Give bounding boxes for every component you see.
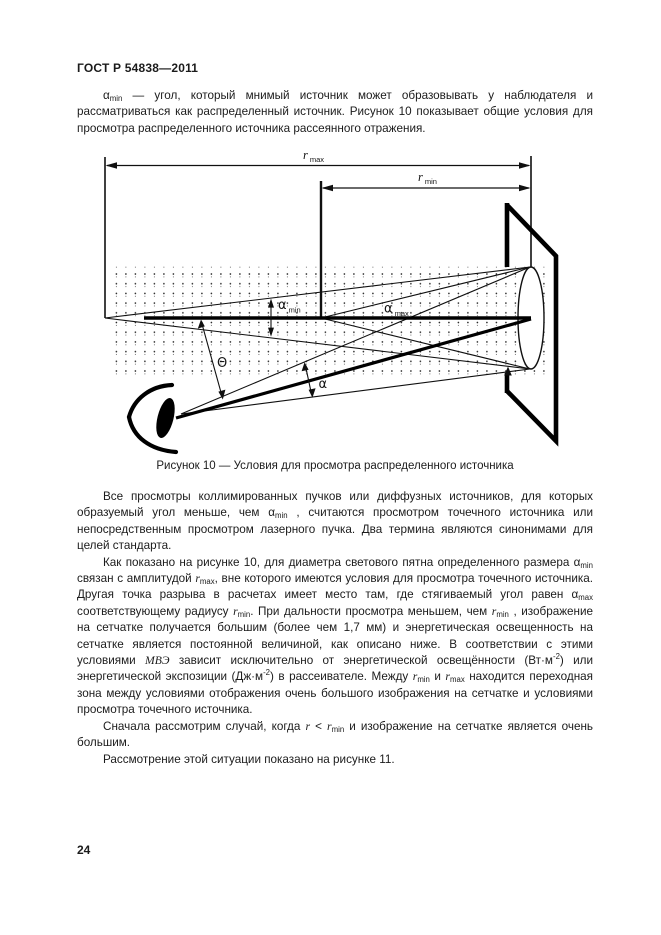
figure-10-diagram [0,140,661,462]
dimension-r-min [322,170,531,191]
r-max-arrowhead-right [519,162,531,168]
alpha-min-label: α $_{min}$ [278,298,301,315]
paragraph-figure-11-reference: Рассмотрение этой ситуации показано на рисунке 11. [103,752,395,766]
eye-lens [153,396,178,440]
intro-paragraph-block [77,88,593,137]
body-text-block [77,489,593,768]
dimension-r-max [106,148,531,169]
r-min-arrowhead-right [519,185,531,191]
theta-label: Θ [217,356,228,371]
r-min-arrowhead-left [322,185,334,191]
paragraph-point-source-viewing: Все просмотры коллимированных пучков или диффузных источников, для которых образуемый угол меньше, чем $\alpha_{min}$ , считаются просмотром точечного источника или непосредственным просмотром лазерного пучка. Два термина являются синонимами для целей стандарта. [77,490,593,553]
paragraph-alpha-min-definition: $\alpha_{min}$ — угол, который мнимый источник может образовывать у наблюдателя и рассматриваться как распределенный источник. Рисунок 10 показывает общие условия для просмотра распределенного источника рассеянного отражения. [77,89,593,135]
page-number: 24 [77,843,91,857]
document-header: ГОСТ Р 54838—2011 [77,61,199,75]
paragraph-first-case: Сначала рассмотрим случай, когда $r < r_{min}$ и изображение на сетчатке является очень большим. [77,719,593,750]
r-max-arrowhead-left [106,162,118,168]
alpha-label: α [318,377,328,392]
paragraph-rmax-rmin-explanation: Как показано на рисунке 10, для диаметра светового пятна определенного размера $\alpha_{min}$ связан с амплитудой $r_{max}$, вне которого имеются условия для просмотра точечного источника. Другая точка разрыва в расчетах имеет место там, где стягиваемый угол равен $\alpha_{max}$ соответствующему радиусу $r_{min}$. При дальности просмотра меньшем, чем $r_{min}$ , изображение на сетчатке получается большим (более чем 1,7 мм) и энергетическая освещенность на сетчатке является постоянной величиной, как описано ниже. В соответствии с этими условиями МВЭ зависит исключительно от энергетической освещённости $(Вт\cdot м^{-2})$ или энергетической экспозиции $(Дж\cdot м^{-2})$ в рассеивателе. Между $r_{min}$ и $r_{max}$ находится переходная зона между условиями отображения очень большого изображения на сетчатке и условиями просмотра точечного источника. [77,555,594,717]
r-min-label: rmin [418,170,437,186]
eye-icon [129,385,178,452]
figure-caption: Рисунок 10 — Условия для просмотра распределенного источника [156,460,514,472]
alpha-max-label: α $_{max}$ [384,301,409,318]
r-max-label: rmax [303,148,325,164]
